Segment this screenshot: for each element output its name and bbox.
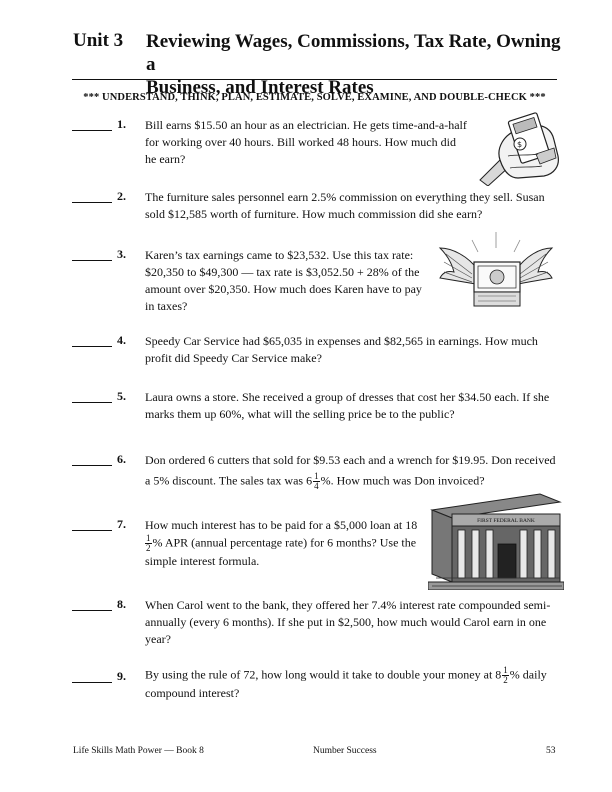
question-9 xyxy=(145,666,547,702)
question-2-line-1: The furniture sales personnel earn 2.5% commission on everything they sell. Susan xyxy=(145,190,545,204)
question-1-line-2: for working over 40 hours. Bill worked 48 hours. How much did xyxy=(145,135,456,149)
question-7-line-2 xyxy=(145,534,417,553)
answer-blank-3[interactable] xyxy=(72,260,112,261)
answer-blank-4[interactable] xyxy=(72,346,112,347)
question-1-line-1: Bill earns $15.50 an hour as an electrician. He gets time-and-a-half xyxy=(145,118,467,132)
answer-blank-2[interactable] xyxy=(72,202,112,203)
question-6-line-2-end: %. How much was Don invoiced? xyxy=(320,473,485,488)
fraction-denominator: 2 xyxy=(503,675,508,685)
question-5 xyxy=(145,389,549,423)
title-rule xyxy=(72,79,557,80)
question-3-line-3: amount over $20,350. How much does Karen have to pay xyxy=(145,282,422,296)
question-5-line-1: Laura owns a store. She received a group of dresses that cost her $34.50 each. If she xyxy=(145,390,550,404)
question-number-5: 5. xyxy=(117,389,126,403)
question-number-1: 1. xyxy=(117,117,126,131)
question-6-line-1: Don ordered 6 cutters that sold for $9.53 each and a wrench for $19.95. Don received xyxy=(145,453,556,467)
question-7 xyxy=(145,517,417,570)
footer-book-title: Life Skills Math Power — Book 8 xyxy=(73,746,204,756)
question-number-8: 8. xyxy=(117,597,126,611)
fraction-denominator: 4 xyxy=(314,481,319,491)
question-6-line-2-start: a 5% discount. The sales tax was 6 xyxy=(145,473,313,488)
question-4-line-1: Speedy Car Service had $65,035 in expenses and $82,565 in earnings. How much xyxy=(145,334,538,348)
fraction-numerator: 1 xyxy=(314,471,319,481)
question-3-line-4: in taxes? xyxy=(145,299,188,313)
question-4 xyxy=(145,333,538,367)
answer-blank-5[interactable] xyxy=(72,402,112,403)
winged-money-illustration xyxy=(438,226,554,316)
question-9-line-2: compound interest? xyxy=(145,686,240,700)
answer-blank-7[interactable] xyxy=(72,530,112,531)
bank-sign: FIRST FEDERAL BANK xyxy=(477,518,535,524)
question-5-line-2: marks them up 60%, what will the selling price be to the public? xyxy=(145,407,455,421)
question-4-line-2: profit did Speedy Car Service make? xyxy=(145,351,322,365)
question-3 xyxy=(145,247,422,315)
answer-blank-6[interactable] xyxy=(72,465,112,466)
question-8-line-1: When Carol went to the bank, they offered her 7.4% interest rate compounded semi- xyxy=(145,598,551,612)
footer-section: Number Success xyxy=(313,746,377,756)
question-1-line-3: he earn? xyxy=(145,152,186,166)
page-title xyxy=(146,30,566,99)
question-number-9: 9. xyxy=(117,669,126,683)
question-number-7: 7. xyxy=(117,517,126,531)
question-9-line-1-end: % daily xyxy=(509,667,547,682)
question-8-line-3: year? xyxy=(145,632,171,646)
unit-label: Unit 3 xyxy=(73,30,124,51)
question-number-2: 2. xyxy=(117,189,126,203)
question-number-4: 4. xyxy=(117,333,126,347)
question-3-line-2: $20,350 to $49,300 — tax rate is $3,052.50 + 28% of the xyxy=(145,265,420,279)
hand-money-illustration xyxy=(474,110,566,186)
fraction-one-half xyxy=(502,666,509,685)
fraction-one-quarter xyxy=(313,472,320,491)
question-1 xyxy=(145,117,467,168)
fraction-denominator: 2 xyxy=(146,543,151,553)
answer-blank-8[interactable] xyxy=(72,610,112,611)
answer-blank-9[interactable] xyxy=(72,682,112,683)
fraction-numerator: 1 xyxy=(503,665,508,675)
svg-text:$: $ xyxy=(517,140,523,149)
question-3-line-1: Karen’s tax earnings came to $23,532. Use this tax rate: xyxy=(145,248,414,262)
bank-building-illustration xyxy=(428,490,564,590)
strategy-banner: *** UNDERSTAND, THINK, PLAN, ESTIMATE, SOLVE, EXAMINE, AND DOUBLE-CHECK *** xyxy=(83,92,546,103)
question-6 xyxy=(145,452,556,491)
page-number: 53 xyxy=(546,746,556,756)
question-2-line-2: sold $12,585 worth of furniture. How much commission did she earn? xyxy=(145,207,483,221)
question-number-3: 3. xyxy=(117,247,126,261)
question-7-line-2-end: % APR (annual percentage rate) for 6 months? Use the xyxy=(152,535,417,550)
title-line-2: Business, and Interest Rates xyxy=(146,77,374,98)
fraction-one-half xyxy=(145,534,152,553)
question-9-line-1 xyxy=(145,666,547,685)
question-7-line-3: simple interest formula. xyxy=(145,554,260,568)
question-2 xyxy=(145,189,545,223)
title-line-1: Reviewing Wages, Commissions, Tax Rate, Owning a xyxy=(146,31,561,75)
fraction-numerator: 1 xyxy=(146,533,151,543)
answer-blank-1[interactable] xyxy=(72,130,112,131)
question-6-line-2 xyxy=(145,472,556,491)
question-9-line-1-start: By using the rule of 72, how long would it take to double your money at 8 xyxy=(145,667,502,682)
question-8-line-2: annually (every 6 months). If she put in $2,500, how much would Carol earn in one xyxy=(145,615,547,629)
question-number-6: 6. xyxy=(117,452,126,466)
question-7-line-1: How much interest has to be paid for a $5,000 loan at 18 xyxy=(145,518,418,532)
question-8 xyxy=(145,597,550,648)
